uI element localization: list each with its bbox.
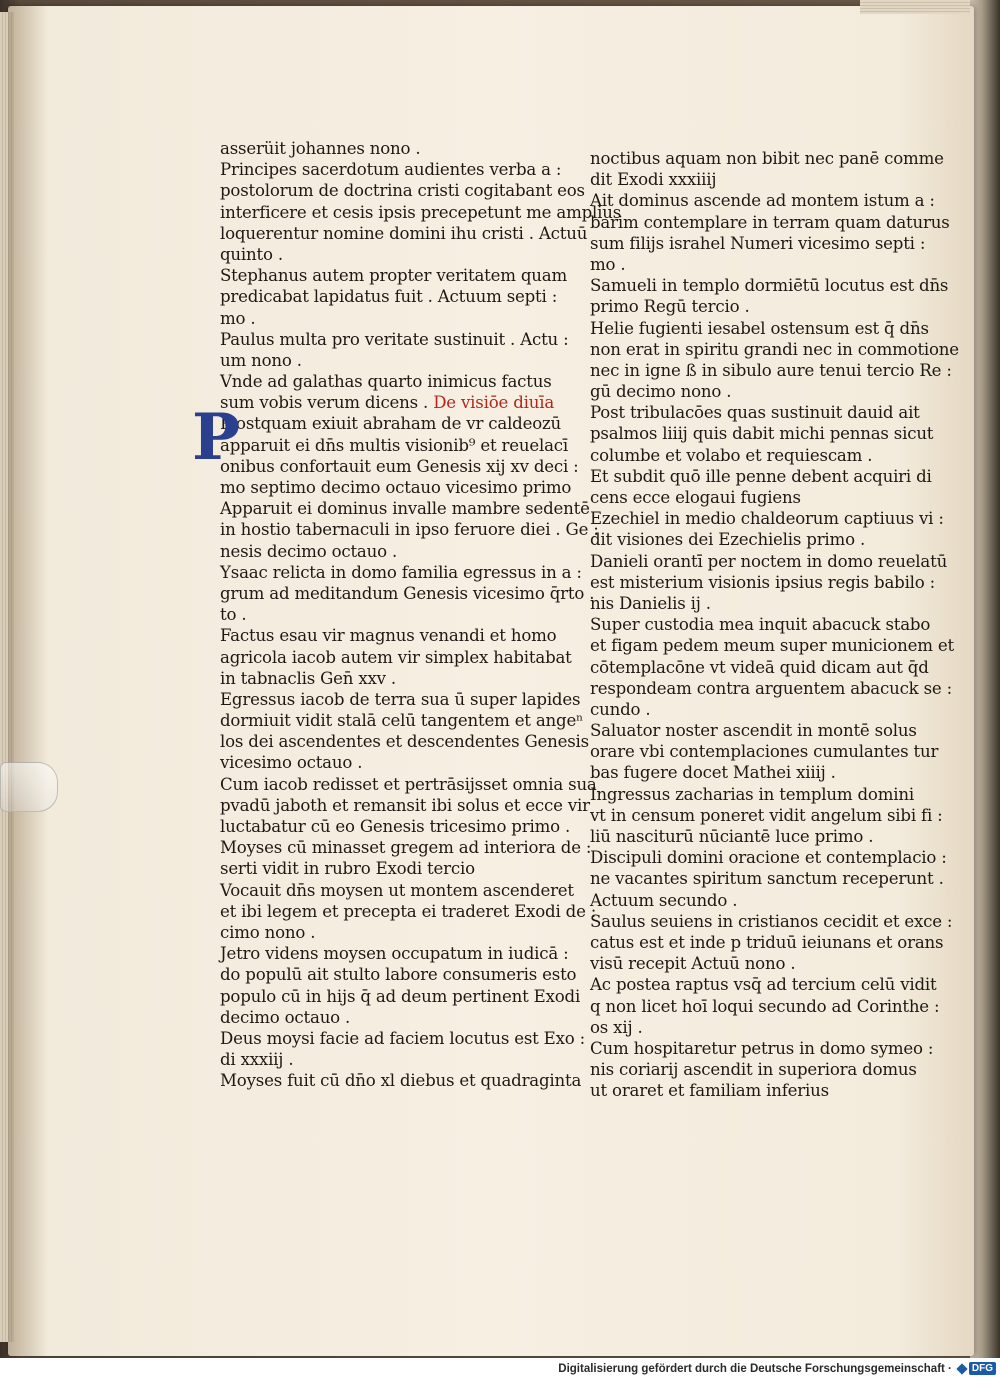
text-line: [590, 445, 900, 466]
text-line: [590, 974, 937, 995]
text-line: [590, 996, 940, 1017]
text-line: [220, 604, 538, 625]
line-text: Deus moysi facie ad faciem locutus est Exo :: [220, 1028, 586, 1048]
text-line: [220, 519, 599, 540]
text-line: [590, 402, 920, 423]
line-text: non erat in spiritu grandi nec in commotione: [590, 339, 959, 359]
text-line: [590, 614, 931, 635]
line-text: Vnde ad galathas quarto inimicus factus: [220, 372, 552, 392]
gutter-shadow: [8, 6, 48, 1356]
line-text: Actuum secundo .: [590, 890, 738, 910]
text-line: [590, 699, 900, 720]
text-line: [590, 212, 950, 233]
line-text: vt in censum poneret vidit angelum sibi fi :: [590, 805, 943, 825]
text-line: [220, 329, 569, 350]
footer-credit: Digitalisierung gefördert durch die Deutsche Forschungsgemeinschaft ·: [558, 1362, 952, 1375]
line-text: Saulus seuiens in cristianos cecidit et exce :: [590, 911, 953, 931]
line-text: Factus esau vir magnus venandi et homo: [220, 626, 557, 646]
text-line: [590, 932, 944, 953]
line-text: los dei ascendentes et descendentes Genesis: [220, 732, 589, 752]
line-text: Egressus iacob de terra sua ū super lapides: [220, 689, 581, 709]
text-line: [220, 583, 595, 604]
line-text: Post tribulacōes quas sustinuit dauid ait: [590, 403, 920, 423]
text-line: [220, 392, 555, 413]
text-line: [590, 423, 934, 444]
text-line: [590, 1038, 934, 1059]
line-text: grum ad meditandum Genesis vicesimo q̄rto .: [220, 583, 595, 603]
text-line: [220, 413, 562, 434]
text-line: [220, 752, 538, 773]
line-text: decimo octauo .: [220, 1007, 351, 1027]
line-text: barim contemplare in terram quam daturus: [590, 212, 950, 232]
text-line: [220, 647, 572, 668]
text-line: [220, 858, 538, 879]
line-text: Ezechiel in medio chaldeorum captiuus vi :: [590, 509, 944, 529]
line-text: Moyses fuit cū dn̄o xl diebus et quadraginta: [220, 1071, 582, 1091]
text-line: [220, 625, 557, 646]
line-text: psalmos liiij quis dabit michi pennas sicut: [590, 424, 934, 444]
line-text: to .: [220, 605, 247, 625]
text-line: [220, 244, 538, 265]
text-line: [220, 943, 569, 964]
line-text: dit visiones dei Ezechielis primo .: [590, 530, 866, 550]
line-text: um nono .: [220, 350, 302, 370]
line-text: P ostquam exiuit abraham de vr caldeozū: [220, 414, 562, 434]
line-text: Helie fugienti iesabel ostensum est q̄ dn̄s: [590, 318, 929, 338]
text-line: [220, 668, 538, 689]
line-text: os xij .: [590, 1017, 643, 1037]
bookmark-tab: [0, 762, 58, 812]
line-text: bas fugere docet Mathei xiiij .: [590, 763, 836, 783]
line-text: Danieli orantī per noctem in domo reuelatū: [590, 551, 948, 571]
line-text: postolorum de doctrina cristi cogitabant eos: [220, 181, 585, 201]
text-line: [220, 138, 538, 159]
text-line: [220, 710, 584, 731]
text-line: [220, 286, 558, 307]
text-line: [220, 477, 572, 498]
text-line: [220, 308, 538, 329]
line-text: luctabatur cū eo Genesis tricesimo primo .: [220, 817, 571, 836]
text-line: [590, 593, 900, 614]
text-line: [590, 148, 944, 169]
line-text: visū recepit Actuū nono .: [590, 954, 796, 974]
text-line: [220, 795, 590, 816]
line-text: serti vidit in rubro Exodi tercio: [220, 859, 475, 879]
line-text: do populū ait stulto labore consumeris esto: [220, 965, 577, 985]
text-line: [590, 466, 932, 487]
text-line: [220, 562, 582, 583]
line-text: Ac postea raptus vsq̄ ad tercium celū vidit: [590, 975, 937, 995]
text-line: [220, 159, 562, 180]
text-line: [590, 572, 936, 593]
text-line: [590, 953, 900, 974]
text-line: [220, 1049, 538, 1070]
text-line: [590, 657, 929, 678]
line-text: Ait dominus ascende ad montem istum a :: [590, 191, 935, 211]
text-line: [590, 339, 959, 360]
line-text: Jetro videns moysen occupatum in iudicā :: [220, 944, 569, 964]
line-text: cōtemplacōne vt videā quid dicam aut q̄d: [590, 657, 929, 677]
rubric-heading: De visiōe diuīa: [433, 393, 555, 413]
line-text: columbe et volabo et requiescam .: [590, 445, 873, 465]
text-line: [220, 922, 538, 943]
text-line: [220, 202, 622, 223]
text-line: [590, 890, 900, 911]
line-text: Principes sacerdotum audientes verba a :: [220, 160, 562, 180]
line-text: Samueli in templo dormiētū locutus est dn̄s: [590, 276, 949, 296]
line-text: Vocauit dn̄s moysen ut montem ascenderet: [220, 880, 574, 900]
line-text: sum filijs israhel Numeri vicesimo septi :: [590, 233, 926, 253]
text-line: [220, 986, 581, 1007]
text-line: [590, 826, 900, 847]
line-text: respondeam contra arguentem abacuck se :: [590, 678, 953, 698]
line-text: Discipuli domini oracione et contemplacio :: [590, 848, 947, 868]
line-text: sum vobis verum dicens .: [220, 393, 429, 413]
text-line: [220, 456, 579, 477]
text-line: [590, 551, 948, 572]
line-text: mo .: [590, 254, 626, 274]
text-line: [590, 529, 900, 550]
line-text: gū decimo nono .: [590, 382, 732, 402]
text-line: [590, 360, 952, 381]
line-text: Ingressus zacharias in templum domini: [590, 784, 914, 804]
text-line: [590, 318, 929, 339]
text-line: [220, 223, 588, 244]
line-text: liū nasciturū nūciantē luce primo .: [590, 827, 874, 846]
line-text: loquerentur nomine domini ihu cristi . Actuū: [220, 223, 588, 243]
text-line: [590, 741, 939, 762]
text-line: [220, 880, 574, 901]
text-line: [220, 689, 581, 710]
text-line: [220, 371, 552, 392]
text-line: [220, 816, 571, 837]
line-text: di xxxiij .: [220, 1050, 294, 1070]
line-text: Cum hospitaretur petrus in domo symeo :: [590, 1038, 934, 1058]
right-text-column: [590, 148, 959, 1101]
line-text: Apparuit ei dominus invalle mambre sedentē: [220, 499, 590, 519]
line-text: nesis decimo octauo .: [220, 541, 398, 561]
line-text: nis Danielis ij .: [590, 593, 711, 613]
line-text: Cum iacob redisset et pertrāsijsset omnia sua: [220, 774, 597, 794]
text-line: [590, 868, 944, 889]
text-line: [590, 169, 900, 190]
dfg-logo: DFG: [969, 1362, 996, 1375]
line-text: cimo nono .: [220, 922, 316, 942]
line-text: mo .: [220, 308, 256, 328]
text-line: [590, 805, 943, 826]
text-line: [590, 784, 914, 805]
line-text: Et subdit quō ille penne debent acquiri di: [590, 466, 932, 486]
line-text: in tabnaclis Gen̄ xxv .: [220, 668, 397, 688]
line-text: cundo .: [590, 699, 651, 719]
text-line: [590, 254, 900, 275]
text-line: [220, 350, 538, 371]
decorated-initial: P: [192, 400, 241, 475]
text-line: [590, 1059, 917, 1080]
text-line: [590, 762, 900, 783]
line-text: Super custodia mea inquit abacuck stabo: [590, 615, 931, 635]
line-text: predicabat lapidatus fuit . Actuum septi :: [220, 287, 558, 307]
line-text: orare vbi contemplaciones cumulantes tur: [590, 742, 939, 762]
page-stack-top: [860, 0, 970, 14]
dfg-mark-icon: [956, 1363, 967, 1374]
text-line: [220, 901, 597, 922]
line-text: dormiuit vidit stalā celū tangentem et angeⁿ: [220, 711, 584, 731]
line-text: agricola iacob autem vir simplex habitabat: [220, 647, 572, 667]
line-text: onibus confortauit eum Genesis xij xv deci :: [220, 456, 579, 476]
line-text: et ibi legem et precepta ei traderet Exodi de :: [220, 901, 597, 921]
line-text: et figam pedem meum super municionem et: [590, 636, 954, 656]
line-text: interficere et cesis ipsis precepetunt me amplius: [220, 202, 622, 222]
text-line: [220, 435, 568, 456]
line-text: nec in igne ß in sibulo aure tenui tercio Re :: [590, 360, 952, 380]
text-line: [220, 964, 577, 985]
text-line: [220, 265, 567, 286]
text-line: [590, 635, 954, 656]
line-text: nis coriarij ascendit in superiora domus: [590, 1060, 917, 1080]
line-text: q non licet hoī loqui secundo ad Corinthe :: [590, 996, 940, 1016]
line-text: noctibus aquam non bibit nec panē comme: [590, 149, 944, 168]
text-line: [590, 911, 953, 932]
line-text: dit Exodi xxxiiij: [590, 170, 717, 190]
text-line: [590, 678, 953, 699]
text-line: [590, 190, 935, 211]
text-line: [590, 847, 947, 868]
line-text: ne vacantes spiritum sanctum receperunt .: [590, 869, 944, 889]
text-line: [220, 1070, 582, 1091]
text-line: [590, 508, 944, 529]
text-line: [220, 837, 592, 858]
line-text: pvadū jaboth et remansit ibi solus et ecce vir: [220, 795, 590, 815]
line-text: Stephanus autem propter veritatem quam: [220, 266, 567, 286]
line-text: mo septimo decimo octauo vicesimo primo: [220, 478, 572, 497]
line-text: quinto .: [220, 244, 283, 264]
line-text: apparuit ei dn̄s multis visionib⁹ et reuelacī: [220, 435, 568, 455]
text-line: [220, 541, 538, 562]
line-text: Saluator noster ascendit in montē solus: [590, 721, 917, 741]
line-text: Paulus multa pro veritate sustinuit . Actu :: [220, 329, 569, 349]
text-line: [590, 1080, 900, 1101]
line-text: est misterium visionis ipsius regis babilo :: [590, 572, 936, 592]
book-edge-right: [970, 0, 1000, 1379]
text-line: [590, 487, 900, 508]
line-text: Moyses cū minasset gregem ad interiora de :: [220, 838, 592, 858]
text-line: [590, 296, 900, 317]
text-line: [220, 180, 585, 201]
line-text: in hostio tabernaculi in ipso feruore diei . Ge :: [220, 520, 599, 540]
line-text: populo cū in hijs q̄ ad deum pertinent Exodi: [220, 986, 581, 1006]
line-text: catus est et inde p triduū ieiunans et orans: [590, 932, 944, 952]
text-line: [220, 498, 590, 519]
text-line: [590, 275, 949, 296]
text-line: [590, 233, 926, 254]
text-line: [590, 381, 900, 402]
text-line: [220, 731, 589, 752]
text-line: [590, 720, 917, 741]
line-text: vicesimo octauo .: [220, 753, 363, 773]
text-line: [590, 1017, 900, 1038]
text-line: [220, 1007, 538, 1028]
text-line: [220, 1028, 586, 1049]
footer-bar: [0, 1358, 1000, 1379]
line-text: cens ecce elogaui fugiens: [590, 488, 801, 507]
line-text: primo Regū tercio .: [590, 297, 750, 317]
line-text: Ysaac relicta in domo familia egressus in a :: [220, 562, 582, 582]
line-text: asserüit johannes nono .: [220, 139, 421, 158]
text-line: [220, 774, 597, 795]
line-text: ut oraret et familiam inferius: [590, 1081, 829, 1101]
